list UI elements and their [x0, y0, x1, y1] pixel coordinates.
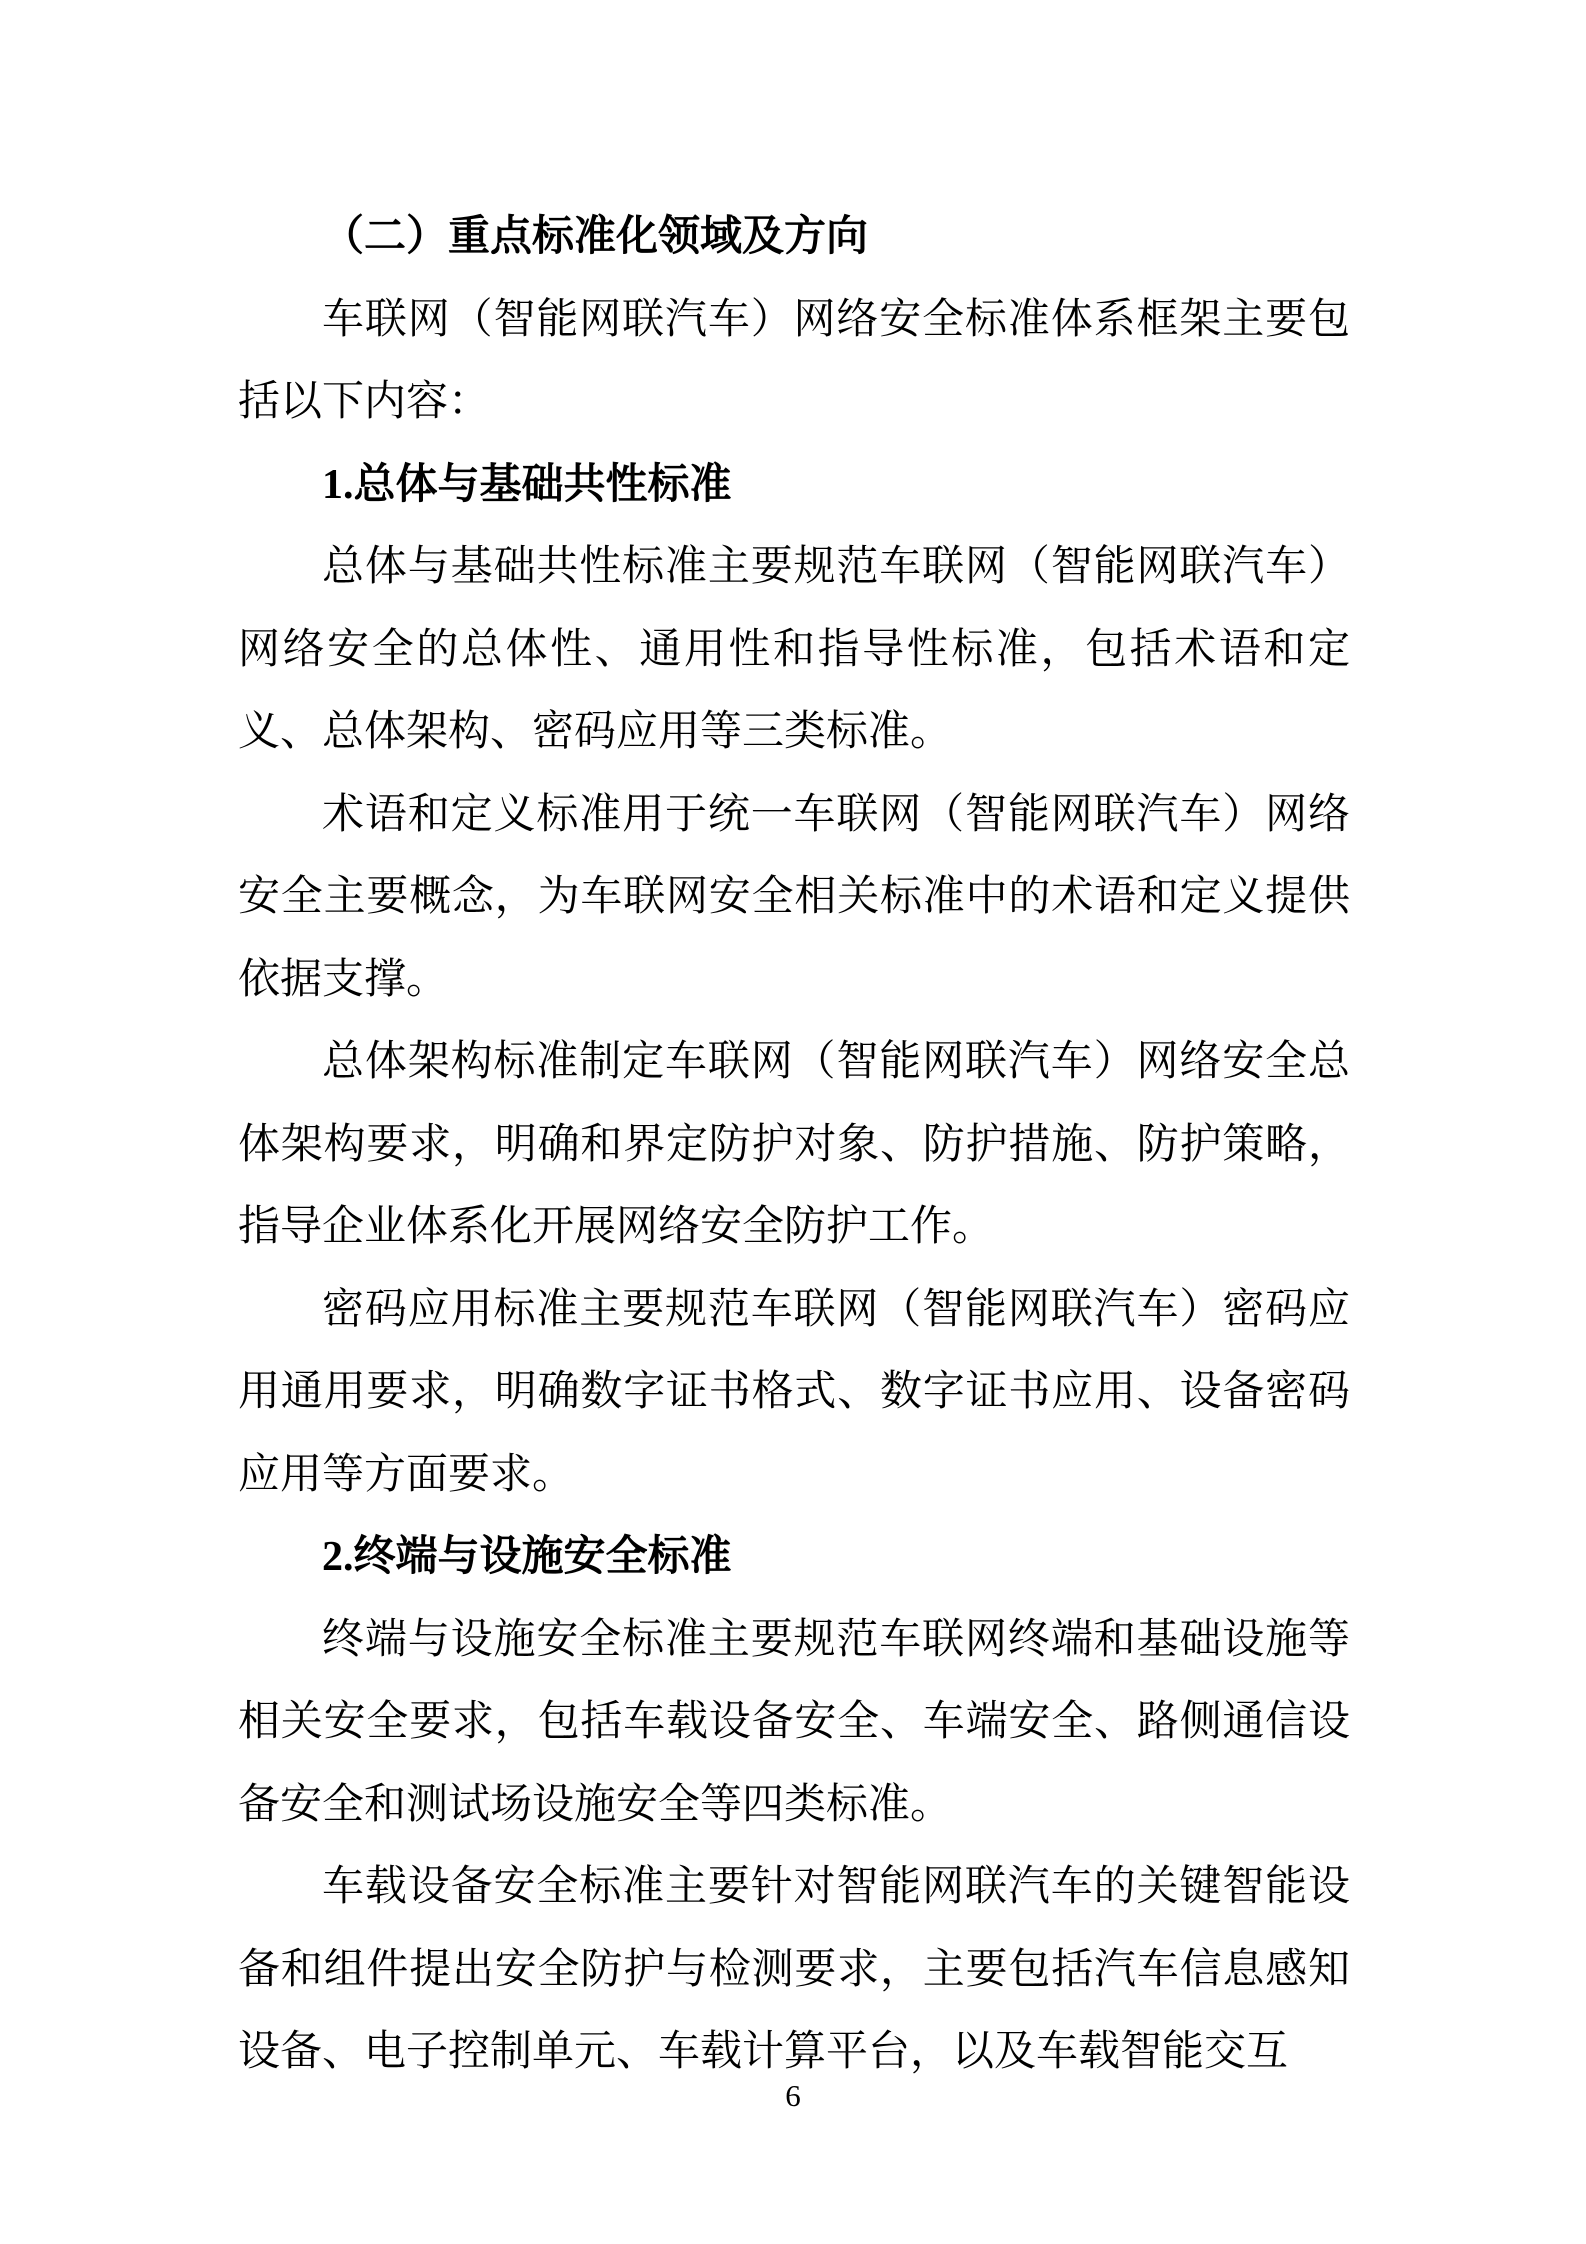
paragraph-crypto-application: 密码应用标准主要规范车联网（智能网联汽车）密码应用通用要求，明确数字证书格式、数字证书应用、设备密码应用等方面要求。 [238, 1286, 1350, 1498]
paragraph-general-basic-overview: 总体与基础共性标准主要规范车联网（智能网联汽车）网络安全的总体性、通用性和指导性标准，包括术语和定义、总体架构、密码应用等三类标准。 [238, 544, 1350, 755]
paragraph-terminal-facility-overview: 终端与设施安全标准主要规范车联网终端和基础设施等相关安全要求，包括车载设备安全、车端安全、路侧通信设备安全和测试场设施安全等四类标准。 [238, 1616, 1350, 1828]
intro-paragraph: 车联网（智能网联汽车）网络安全标准体系框架主要包括以下内容： [238, 296, 1350, 425]
document-body [238, 196, 1350, 2094]
subheading-terminal-facility-standards: 2.终端与设施安全标准 [322, 1534, 732, 1580]
subheading-general-basic-standards: 1.总体与基础共性标准 [322, 461, 732, 508]
paragraph-terms-definitions: 术语和定义标准用于统一车联网（智能网联汽车）网络安全主要概念，为车联网安全相关标准中的术语和定义提供依据支撑。 [238, 791, 1350, 1003]
page-number: 6 [785, 2078, 801, 2113]
section-heading: （二）重点标准化领域及方向 [322, 214, 869, 260]
paragraph-onboard-equipment: 车载设备安全标准主要针对智能网联汽车的关键智能设备和组件提出安全防护与检测要求，主要包括汽车信息感知设备、电子控制单元、车载计算平台，以及车载智能交互 [238, 1864, 1350, 2075]
paragraph-overall-architecture: 总体架构标准制定车联网（智能网联汽车）网络安全总体架构要求，明确和界定防护对象、防护措施、防护策略，指导企业体系化开展网络安全防护工作。 [238, 1039, 1350, 1250]
